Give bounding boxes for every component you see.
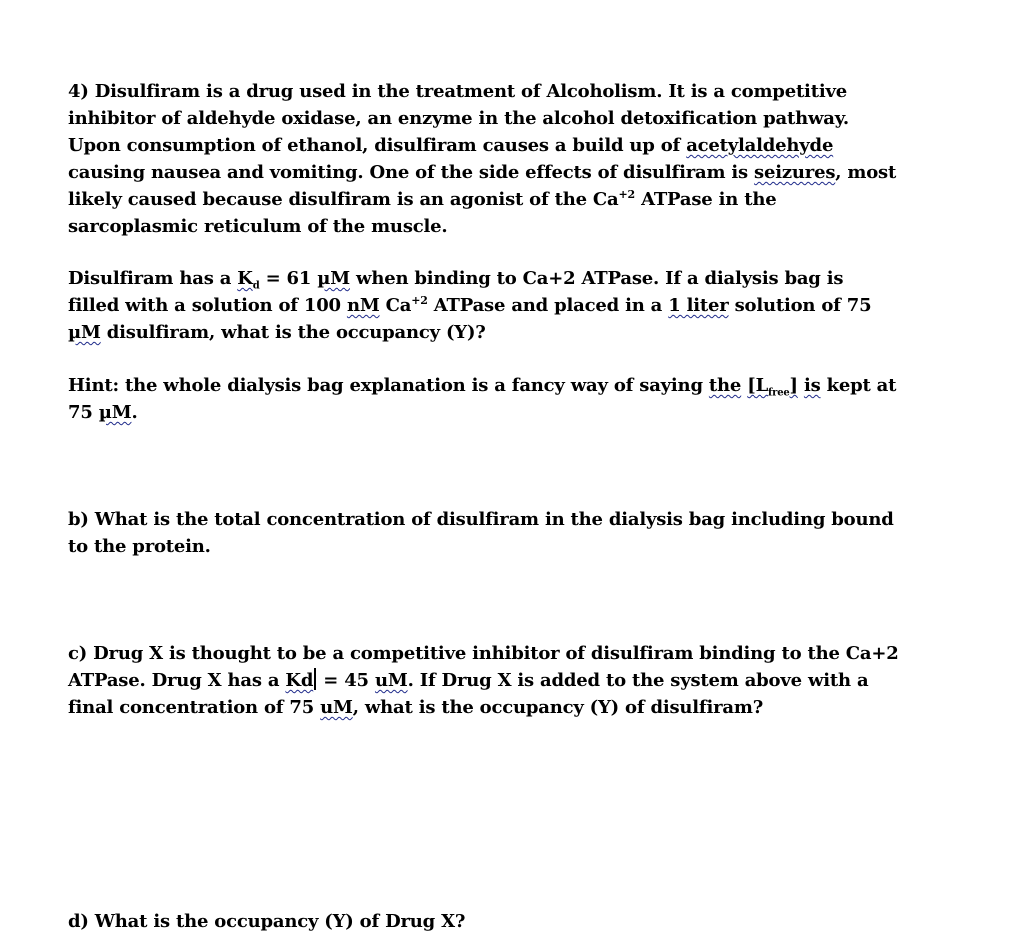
q4-line-3: [68, 132, 896, 159]
qa-line-1: [68, 265, 871, 292]
hint-line-1-end: kept at: [820, 375, 897, 396]
ligand-bracket: [L: [747, 375, 769, 396]
qd-line-1-text: d) What is the occupancy (Y) of Drug X?: [68, 911, 466, 932]
text-cursor[interactable]: [314, 668, 316, 690]
q4-line-5-text: likely caused because disulfiram is an agonist of the Ca: [68, 189, 619, 210]
q4-line-4-end: , most: [835, 162, 897, 183]
q4-line-5: [68, 186, 896, 213]
question-4-intro: [68, 78, 896, 240]
hint-line-1-text: Hint: the whole dialysis bag explanation is a fancy way of saying: [68, 375, 703, 396]
qb-line-2-text: to the protein.: [68, 536, 211, 557]
qc-line-3: [68, 694, 899, 721]
qc-line-1-text: c) Drug X is thought to be a competitive inhibitor of disulfiram binding to the Ca+2: [68, 643, 899, 664]
ligand-free-symbol: [747, 375, 798, 399]
spellcheck-word-acetylaldehyde: acetylaldehyde: [686, 135, 834, 156]
qa-line-3-text: disulfiram, what is the occupancy (Y)?: [100, 322, 486, 343]
q4-line-6-text: sarcoplasmic reticulum of the muscle.: [68, 216, 448, 237]
question-a: [68, 265, 871, 346]
kd-k: K: [237, 268, 253, 289]
unit-micromolar: µM: [317, 268, 350, 289]
unit-micromolar: uM: [374, 670, 408, 691]
hint-line-1: [68, 372, 896, 399]
drug-x-kd-value: = 45: [317, 670, 369, 691]
q4-line-6: [68, 213, 896, 240]
qa-line-3: [68, 319, 871, 346]
spellcheck-word-kd: Kd: [285, 670, 314, 691]
q4-line-1-text: 4) Disulfiram is a drug used in the treatment of Alcoholism. It is a competitive: [68, 81, 847, 102]
q4-line-5-end: ATPase in the: [635, 189, 777, 210]
qa-line-2-ca: Ca: [379, 295, 412, 316]
qa-line-2: [68, 292, 871, 319]
qc-line-2-end: . If Drug X is added to the system above with a: [407, 670, 869, 691]
q4-line-3-text: Upon consumption of ethanol, disulfiram causes a build up of: [68, 135, 681, 156]
unit-micromolar: µM: [98, 402, 132, 423]
question-b: [68, 506, 894, 560]
qc-line-1: [68, 640, 899, 667]
qc-line-3-end: , what is the occupancy (Y) of disulfiram?: [352, 697, 764, 718]
qc-line-2: [68, 667, 899, 694]
spellcheck-word-is: is: [803, 375, 821, 396]
question-c: [68, 640, 899, 721]
qa-line-2-text: filled with a solution of 100: [68, 295, 341, 316]
qa-line-1-end: when binding to Ca+2 ATPase. If a dialysis bag is: [349, 268, 844, 289]
q4-line-2-text: inhibitor of aldehyde oxidase, an enzyme in the alcohol detoxification pathway.: [68, 108, 849, 129]
q4-line-4: [68, 159, 896, 186]
qd-line-1: [68, 908, 465, 935]
qa-line-1-text: Disulfiram has a: [68, 268, 232, 289]
hint-line-2-end: .: [131, 402, 138, 423]
kd-value: = 61: [259, 268, 312, 289]
qa-line-2-end: solution of 75: [728, 295, 872, 316]
hint-paragraph: [68, 372, 896, 426]
qb-line-2: [68, 533, 894, 560]
unit-micromolar: µM: [68, 322, 101, 343]
calcium-charge-superscript: +2: [411, 294, 428, 307]
unit-micromolar: uM: [320, 697, 353, 718]
spellcheck-word-seizures: seizures: [754, 162, 836, 183]
spellcheck-word-the: the: [708, 375, 742, 396]
unit-nanomolar: nM: [346, 295, 380, 316]
qc-line-3-text: final concentration of 75: [68, 697, 315, 718]
qb-line-1-text: b) What is the total concentration of disulfiram in the dialysis bag including bound: [68, 509, 894, 530]
q4-line-1: [68, 78, 896, 105]
qa-line-2-mid: ATPase and placed in a: [427, 295, 663, 316]
kd-symbol: [237, 268, 260, 292]
qc-line-2-text: ATPase. Drug X has a: [68, 670, 280, 691]
q4-line-2: [68, 105, 896, 132]
qb-line-1: [68, 506, 894, 533]
hint-line-2-text: 75: [68, 402, 93, 423]
spellcheck-word-liter: 1 liter: [668, 295, 729, 316]
q4-line-4-text: causing nausea and vomiting. One of the side effects of disulfiram is: [68, 162, 748, 183]
kd-subscript: d: [252, 280, 260, 292]
hint-line-2: [68, 399, 896, 426]
ligand-bracket-close: ]: [789, 375, 798, 396]
ligand-free-subscript: free: [768, 387, 790, 399]
calcium-charge-superscript: +2: [618, 188, 635, 201]
question-d: [68, 908, 465, 935]
